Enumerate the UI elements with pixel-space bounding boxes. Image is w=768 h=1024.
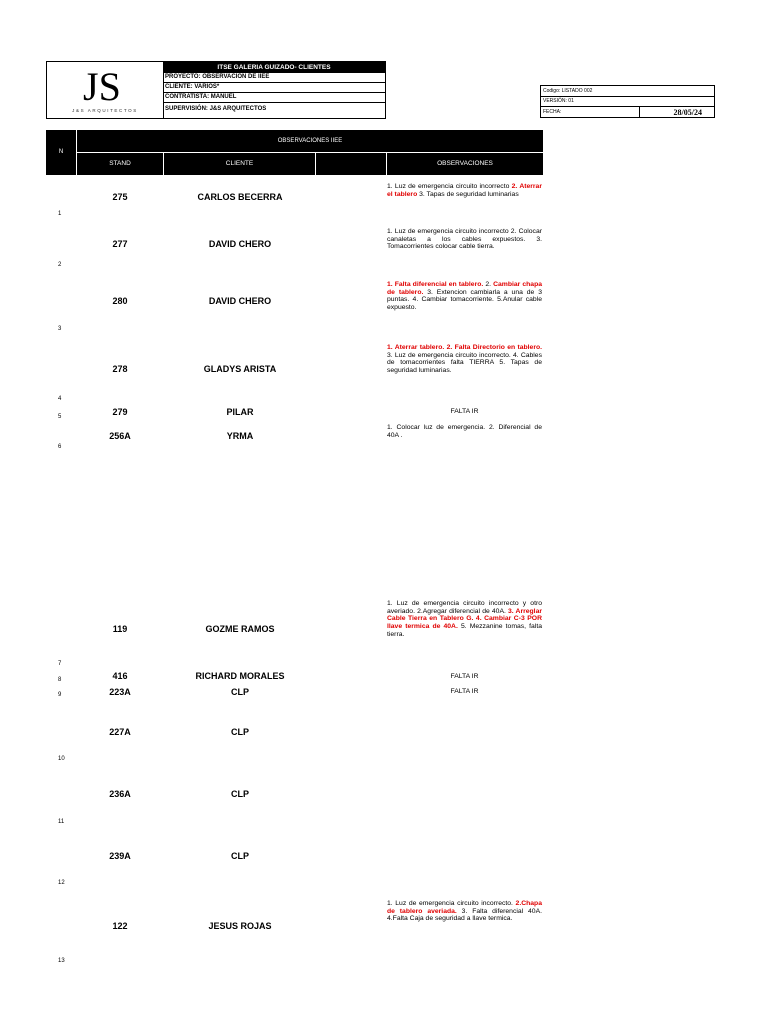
- row-number: 10: [58, 756, 65, 762]
- row-number: 3: [58, 326, 62, 332]
- company-logo: [47, 62, 164, 118]
- group-header-observaciones: OBSERVACIONES IIEE: [77, 130, 543, 152]
- fecha-value: 28/05/24: [673, 108, 702, 117]
- column-header-cliente: CLIENTE: [164, 153, 315, 175]
- stand-cell: 280: [112, 296, 128, 306]
- client-cell: CLP: [231, 687, 249, 697]
- stand-cell: 277: [112, 239, 128, 249]
- code-label: Codigo: LISTADO 002: [543, 88, 593, 94]
- observation-text: 3. Extencion cambiarla a una de 3 puntas. 4. Cambiar tomacorriente. 5.Anular cable expuesto.: [387, 288, 542, 312]
- stand-cell: 279: [112, 407, 128, 417]
- client-cell: JESUS ROJAS: [208, 921, 272, 931]
- supervision-line: SUPERVISIÓN: J&S ARQUITECTOS: [165, 106, 267, 112]
- stand-cell: 416: [112, 671, 128, 681]
- client-cell: RICHARD MORALES: [195, 671, 285, 681]
- observation-highlight: 2. Aterrar el tablero: [387, 183, 542, 198]
- contractor-line: CONTRATISTA: MANUEL: [165, 94, 237, 100]
- fecha-label: FECHA:: [543, 109, 562, 115]
- observation-highlight: 1. Aterrar tablero.: [387, 344, 445, 351]
- client-cell: PILAR: [226, 407, 254, 417]
- observation-cell: [387, 228, 542, 251]
- observation-text: 1. Luz de emergencia circuito incorrecto y otro averiado. 2.Agregar diferencial de 40A.: [387, 600, 542, 615]
- observation-cell: [387, 281, 542, 312]
- row-number: 12: [58, 880, 65, 886]
- client-line: CLIENTE: VARIOS*: [165, 84, 220, 90]
- row-number: 1: [58, 211, 62, 217]
- observation-text: 1. Colocar luz de emergencia. 2. Diferencial de 40A .: [387, 424, 542, 439]
- client-cell: CLP: [231, 851, 249, 861]
- client-cell: CARLOS BECERRA: [197, 192, 283, 202]
- row-number: 5: [58, 414, 62, 420]
- row-number: 11: [58, 819, 65, 825]
- observation-cell: [387, 900, 542, 923]
- client-cell: GOZME RAMOS: [205, 624, 275, 634]
- observation-highlight: 3. Arreglar Cable Tierra en Tablero G. 4. Cambiar C-3 POR llave termica de 40A.: [387, 607, 542, 631]
- row-number: 13: [58, 958, 65, 964]
- observation-cell: FALTA IR: [450, 673, 479, 680]
- client-cell: DAVID CHERO: [208, 296, 272, 306]
- stand-cell: 239A: [109, 851, 131, 861]
- observation-text: 3. Tapas de seguridad luminarias: [417, 190, 519, 198]
- row-number: 7: [58, 661, 62, 667]
- observation-cell: [387, 344, 542, 375]
- column-header-blank: [316, 153, 386, 175]
- stand-cell: 275: [112, 192, 128, 202]
- stand-cell: 119: [112, 624, 128, 634]
- stand-cell: 236A: [109, 789, 131, 799]
- observation-cell: FALTA IR: [450, 688, 479, 695]
- row-number: 4: [58, 396, 62, 402]
- column-header-stand: STAND: [77, 153, 163, 175]
- observation-text: 2.: [483, 281, 494, 288]
- observation-text: 3. Falta diferencial 40A. 4.Falta Caja de seguridad a llave termica.: [387, 907, 542, 923]
- row-number: 8: [58, 677, 62, 683]
- stand-cell: 122: [112, 921, 128, 931]
- js-logo-icon: [79, 64, 129, 106]
- project-header: [46, 61, 386, 119]
- observation-cell: [387, 183, 542, 198]
- observation-highlight: 2. Falta Directorio en tablero.: [446, 344, 543, 351]
- logo-subtitle: J&S ARQUITECTOS: [72, 108, 138, 113]
- stand-cell: 227A: [109, 727, 131, 737]
- observation-cell: [387, 424, 542, 439]
- stand-cell: 223A: [109, 687, 131, 697]
- sheet-title: ITSE GALERIA GUIZADO- CLIENTES: [163, 62, 385, 73]
- observation-text: 1. Luz de emergencia circuito incorrecto.: [387, 900, 516, 907]
- client-cell: CLP: [231, 727, 249, 737]
- client-cell: YRMA: [226, 431, 254, 441]
- observation-cell: [387, 600, 542, 639]
- observation-text: 1. Luz de emergencia circuito incorrecto 2. Colocar canaletas a los cables expuestos. 3. Tomacorrientes colocar cable tierra.: [387, 228, 542, 251]
- row-number: 6: [58, 444, 62, 450]
- version-label: VERSIÓN: 01: [543, 98, 574, 104]
- observation-text: 5. Mezzanine tomas, falta tierra.: [387, 623, 542, 638]
- observation-text: 3. Luz de emergencia circuito incorrecto. 4. Cables de tomacorrientes falta TIERRA 5. Tapas de seguridad luminarias.: [387, 351, 542, 375]
- observation-highlight: Cambiar chapa de tablero.: [387, 281, 542, 296]
- row-number: 9: [58, 692, 62, 698]
- column-header-n: N: [46, 130, 76, 175]
- project-line: PROYECTO: OBSERVACION DE IIEE: [165, 74, 270, 80]
- document-code-box: [540, 85, 715, 118]
- observation-text: 1. Luz de emergencia circuito incorrecto: [387, 183, 512, 190]
- client-cell: DAVID CHERO: [208, 239, 272, 249]
- column-header-observaciones: OBSERVACIONES: [387, 153, 543, 175]
- observation-highlight: 2.Chapa de tablero averiada.: [387, 900, 542, 915]
- observation-cell: FALTA IR: [450, 408, 479, 415]
- svg-text:JS: JS: [83, 64, 121, 106]
- stand-cell: 256A: [109, 431, 131, 441]
- row-number: 2: [58, 262, 62, 268]
- stand-cell: 278: [112, 364, 128, 374]
- client-cell: CLP: [231, 789, 249, 799]
- client-cell: GLADYS ARISTA: [203, 364, 277, 374]
- observation-highlight: 1. Falta diferencial en tablero.: [387, 281, 484, 288]
